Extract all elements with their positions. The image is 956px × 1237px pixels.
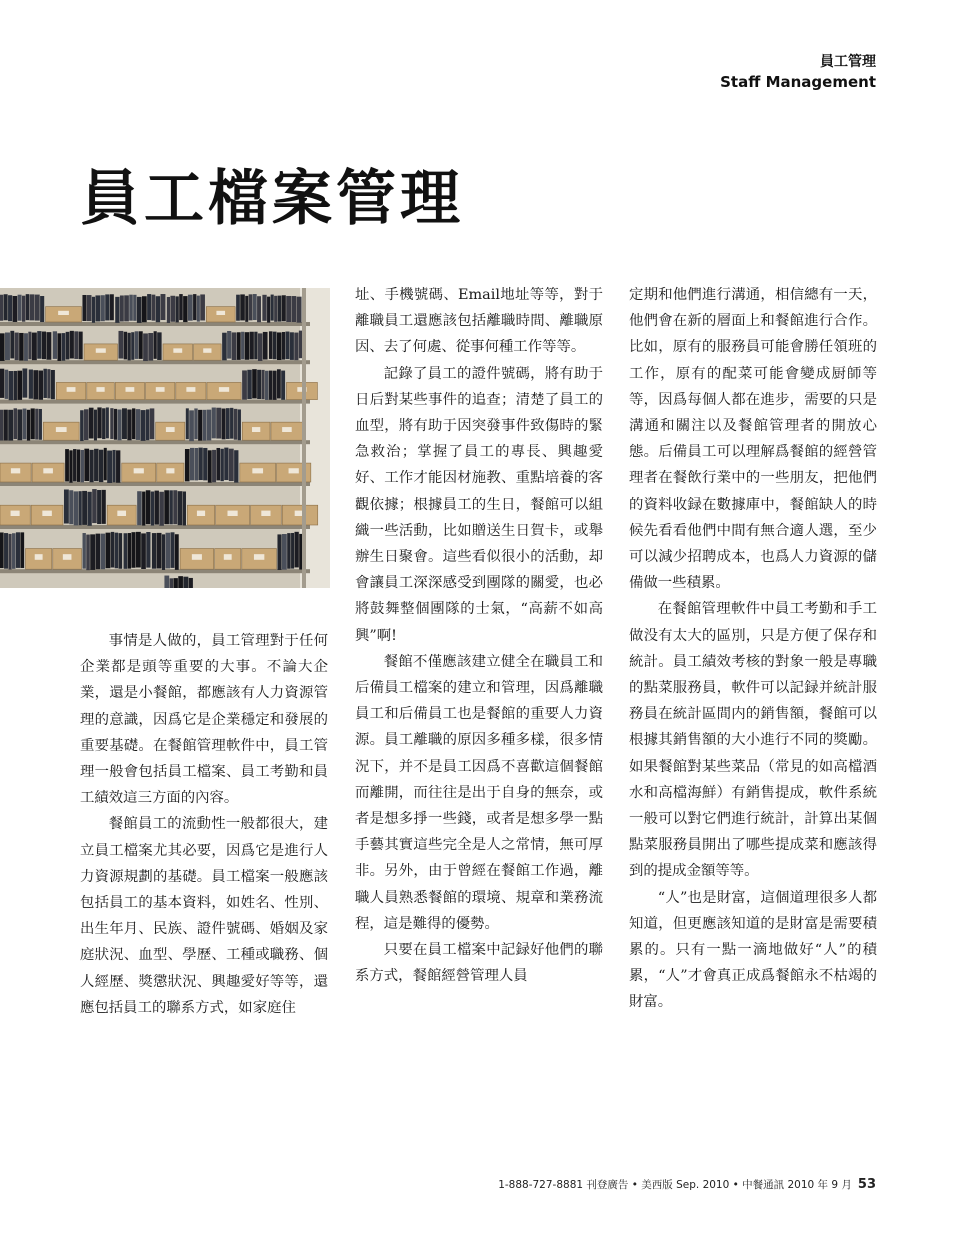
section-header: [720, 52, 876, 92]
article-column-3: [629, 282, 877, 1016]
paragraph: 餐館不僅應該建立健全在職員工和后備員工檔案的建立和管理，因爲離職員工和后備員工也是餐館的重要人力資源。員工離職的原因多種多樣，很多情況下，并不是員工因爲不喜歡這個餐館而離開，而往往是出于自身的無奈，或者是想多掙一些錢，或者是想多學一點手藝其實這些完全是人之常情，無可厚非。另外，由于曾經在餐館工作過，離職人員熟悉餐館的環境、規章和業務流程，這是難得的優勢。: [355, 653, 603, 932]
paragraph: 餐館員工的流動性一般都很大，建立員工檔案尤其必要，因爲它是進行人力資源規劃的基礎。員工檔案一般應該包括員工的基本資料，如姓名、性別、出生年月、民族、證件號碼、婚姻及家庭狀況、血型、學歷、工種或職務、個人經歷、獎懲狀況、興趣愛好等等，還應包括員工的聯系方式，如家庭住: [80, 816, 328, 1016]
page-footer: [498, 1177, 876, 1192]
paragraph: 在餐館管理軟件中員工考勤和手工做没有太大的區別，只是方便了保存和統計。員工績效考核的對象一般是專職的點菜服務員，軟件可以記録并統計服務員在統計區間内的銷售額，餐館可以根據其銷售額的大小進行不同的獎勵。如果餐館對某些菜品（常見的如高檔酒水和高檔海鮮）有銷售提成，軟件系統一般可以對它們進行統計，計算出某個點菜服務員開出了哪些提成菜和應該得到的提成金額等等。: [629, 601, 877, 880]
paragraph: “人”也是財富，這個道理很多人都知道，但更應該知道的是財富是需要積累的。只有一點一滴地做好“人”的積累，“人”才會真正成爲餐館永不枯竭的財富。: [629, 889, 877, 1011]
paragraph: 定期和他們進行溝通，相信總有一天，他們會在新的層面上和餐館進行合作。比如，原有的服務員可能會勝任領班的工作，原有的配菜可能會變成厨師等等，因爲每個人都在進步，需要的只是溝通和關注以及餐館管理者的開放心態。后備員工可以理解爲餐館的經營管理者在餐飲行業中的一些朋友，把他們的資料收録在數據庫中，餐館缺人的時候先看看他們中間有無合適人選，至少可以減少招聘成本，也爲人力資源的儲備做一些積累。: [629, 287, 877, 592]
paragraph: 記錄了員工的證件號碼，將有助于日后對某些事件的追查；清楚了員工的血型，將有助于因突發事件致傷時的緊急救治；掌握了員工的專長、興趣愛好、工作才能因材施教、重點培養的客觀依據；根據員工的生日，餐館可以組織一些活動，比如贈送生日賀卡，或舉辦生日聚會。這些看似很小的活動，却會讓員工深深感受到團隊的關愛，也必將鼓舞整個團隊的士氣，“高薪不如高興”啊!: [355, 365, 603, 644]
section-title-zh: 員工管理: [820, 54, 876, 70]
page-number: 53: [857, 1177, 876, 1192]
section-title-en: Staff Management: [720, 73, 876, 91]
footer-text: 1-888-727-8881 刊登廣告 • 美西版 Sep. 2010 • 中餐通訊 2010 年 9 月: [498, 1179, 852, 1191]
article-title: 員工檔案管理: [80, 164, 464, 234]
archive-shelves-photo: [0, 288, 330, 588]
article-column-1: [80, 628, 328, 1021]
article-column-2: [355, 282, 603, 989]
paragraph: 事情是人做的，員工管理對于任何企業都是頭等重要的大事。不論大企業，還是小餐館，都應該有人力資源管理的意識，因爲它是企業穩定和發展的重要基礎。在餐館管理軟件中，員工管理一般會包括員工檔案、員工考勤和員工績效這三方面的內容。: [80, 633, 328, 807]
paragraph: 只要在員工檔案中記録好他們的聯系方式，餐館經營管理人員: [355, 942, 603, 985]
paragraph: 址、手機號碼、Email地址等等，對于離職員工還應該包括離職時間、離職原因、去了何處、從事何種工作等等。: [355, 287, 603, 356]
